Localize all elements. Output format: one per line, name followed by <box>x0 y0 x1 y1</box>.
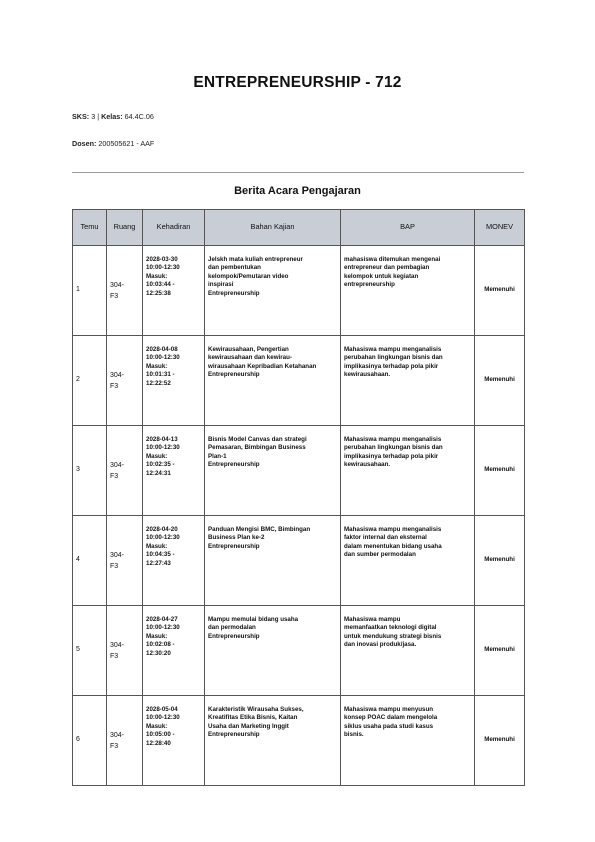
sks-label: SKS: <box>72 112 90 121</box>
cell-kehadiran <box>143 516 205 606</box>
cell-ruang-line: 304- <box>110 641 125 649</box>
header-ruang: Ruang <box>107 210 143 246</box>
cell-bahan-kajian-line: Entrepreneurship <box>208 289 260 297</box>
cell-kehadiran-line: 12:27:43 <box>146 559 171 567</box>
cell-kehadiran-line: 10:00-12:30 <box>146 534 180 542</box>
sks-value: 3 <box>91 112 96 121</box>
cell-monev: Memenuhi <box>475 246 525 336</box>
cell-bap <box>341 246 475 336</box>
cell-ruang-line: F3 <box>110 562 119 570</box>
cell-kehadiran <box>143 696 205 786</box>
cell-bahan-kajian-line: Karakteristik Wirausaha Sukses, <box>208 706 304 713</box>
header-bap: BAP <box>341 210 475 246</box>
cell-bap-line: bisnis. <box>344 731 364 739</box>
cell-ruang-line: F3 <box>110 472 119 480</box>
cell-kehadiran-line: Masuk: <box>146 542 168 550</box>
course-meta-line <box>72 112 154 121</box>
dosen-label: Dosen: <box>72 139 97 148</box>
cell-bap-line: kewirausahaan. <box>344 371 391 379</box>
table-row <box>73 696 525 786</box>
cell-kehadiran-line: 10:00-12:30 <box>146 714 180 722</box>
cell-kehadiran-line: 10:01:31 - <box>146 371 175 379</box>
teaching-record-table <box>72 209 525 786</box>
cell-ruang-line: 304- <box>110 281 125 289</box>
cell-bahan-kajian <box>205 246 341 336</box>
cell-bap-line: implikasinya terhadap pola pikir <box>344 452 439 460</box>
cell-bap-line: Mahasiswa mampu menganalisis <box>344 436 442 443</box>
cell-bap-line: kewirausahaan. <box>344 461 391 469</box>
cell-kehadiran <box>143 336 205 426</box>
cell-kehadiran-line: 12:28:40 <box>146 739 171 747</box>
cell-monev: Memenuhi <box>475 426 525 516</box>
cell-kehadiran <box>143 606 205 696</box>
cell-kehadiran-line: 10:02:08 - <box>146 641 175 649</box>
cell-kehadiran <box>143 426 205 516</box>
cell-bahan-kajian-line: Pemasaran, Bimbingan Business <box>208 444 306 452</box>
cell-kehadiran-line: 10:03:44 - <box>146 281 175 289</box>
cell-bahan-kajian-line: dan pembentukan <box>208 264 261 272</box>
cell-bahan-kajian-line: Bisnis Model Canvas dan strategi <box>208 436 307 443</box>
table-row <box>73 336 525 426</box>
cell-ruang <box>107 696 143 786</box>
cell-kehadiran-line: 2028-04-20 <box>146 526 178 533</box>
cell-bahan-kajian-line: Entrepreneurship <box>208 542 260 550</box>
cell-bap-line: siklus usaha pada studi kasus <box>344 722 434 730</box>
cell-bap-line: dan sumber permodalan <box>344 551 416 559</box>
cell-monev: Memenuhi <box>475 606 525 696</box>
cell-bahan-kajian-line: wirausahaan Kepribadian Ketahanan <box>208 362 317 370</box>
cell-bap <box>341 696 475 786</box>
cell-bap-line: dalam menentukan bidang usaha <box>344 542 442 550</box>
cell-ruang-line: 304- <box>110 461 125 469</box>
header-kehadiran: Kehadiran <box>143 210 205 246</box>
cell-bap-line: faktor internal dan eksternal <box>344 534 427 542</box>
table-row <box>73 426 525 516</box>
cell-ruang-line: 304- <box>110 731 125 739</box>
cell-bap-line: kelompok untuk kegiatan <box>344 272 419 280</box>
cell-bahan-kajian-line: kelompok/Pemutaran video <box>208 272 289 280</box>
cell-bap-line: konsep POAC dalam mengelola <box>344 714 438 722</box>
cell-kehadiran-line: 2028-05-04 <box>146 706 178 713</box>
cell-ruang-line: F3 <box>110 382 119 390</box>
cell-bahan-kajian-line: Entrepreneurship <box>208 632 260 640</box>
cell-temu: 5 <box>73 606 107 696</box>
cell-kehadiran-line: 10:00-12:30 <box>146 264 180 272</box>
kelas-label: Kelas: <box>101 112 123 121</box>
cell-kehadiran-line: 10:00-12:30 <box>146 444 180 452</box>
cell-bahan-kajian <box>205 426 341 516</box>
cell-bahan-kajian-line: Kewirausahaan, Pengertian <box>208 346 289 353</box>
cell-ruang <box>107 246 143 336</box>
cell-bap-line: entrepreneurship <box>344 281 395 289</box>
kelas-value: 64.4C.06 <box>124 112 154 121</box>
cell-ruang-line: F3 <box>110 742 119 750</box>
cell-kehadiran-line: 2028-03-30 <box>146 256 178 263</box>
cell-kehadiran-line: 2028-04-08 <box>146 346 178 353</box>
cell-temu: 2 <box>73 336 107 426</box>
cell-bahan-kajian-line: Panduan Mengisi BMC, Bimbingan <box>208 526 311 533</box>
cell-bap-line: Mahasiswa mampu menganalisis <box>344 526 442 533</box>
cell-kehadiran-line: 2028-04-13 <box>146 436 178 443</box>
cell-bahan-kajian-line: Mampu memulai bidang usaha <box>208 616 299 623</box>
cell-bahan-kajian-line: inspirasi <box>208 281 234 289</box>
cell-kehadiran-line: 12:25:38 <box>146 289 171 297</box>
cell-bahan-kajian-line: Entrepreneurship <box>208 461 260 469</box>
cell-bahan-kajian-line: Plan-1 <box>208 452 227 460</box>
cell-bahan-kajian-line: Entrepreneurship <box>208 731 260 739</box>
cell-bahan-kajian-line: Jelskh mata kuliah entrepreneur <box>208 256 303 263</box>
table-header-row <box>73 210 525 246</box>
table-row <box>73 246 525 336</box>
cell-bap-line: perubahan lingkungan bisnis dan <box>344 444 443 452</box>
lecturer-line <box>72 139 154 148</box>
cell-bap-line: Mahasiswa mampu <box>344 616 401 623</box>
table-body <box>73 246 525 786</box>
cell-ruang <box>107 516 143 606</box>
cell-bahan-kajian <box>205 336 341 426</box>
cell-monev: Memenuhi <box>475 516 525 606</box>
cell-temu: 1 <box>73 246 107 336</box>
cell-kehadiran-line: 12:30:20 <box>146 649 171 657</box>
cell-kehadiran-line: 12:24:31 <box>146 469 171 477</box>
cell-bap <box>341 606 475 696</box>
cell-ruang-line: 304- <box>110 551 125 559</box>
divider <box>72 172 524 173</box>
cell-temu: 4 <box>73 516 107 606</box>
meta-separator: | <box>97 112 100 121</box>
cell-kehadiran-line: Masuk: <box>146 722 168 730</box>
cell-bahan-kajian-line: Usaha dan Marketing Inggit <box>208 722 289 730</box>
cell-ruang-line: F3 <box>110 292 119 300</box>
cell-kehadiran-line: 10:05:00 - <box>146 731 175 739</box>
cell-kehadiran-line: 2028-04-27 <box>146 616 178 623</box>
dosen-value: 200505621 - AAF <box>98 139 155 148</box>
cell-monev: Memenuhi <box>475 336 525 426</box>
cell-kehadiran-line: 10:00-12:30 <box>146 354 180 362</box>
cell-kehadiran-line: Masuk: <box>146 452 168 460</box>
cell-kehadiran-line: Masuk: <box>146 362 168 370</box>
cell-bap-line: entrepreneur dan pembagian <box>344 264 430 272</box>
cell-bap-line: implikasinya terhadap pola pikir <box>344 362 439 370</box>
cell-bahan-kajian <box>205 696 341 786</box>
cell-kehadiran-line: Masuk: <box>146 632 168 640</box>
header-bahan-kajian: Bahan Kajian <box>205 210 341 246</box>
cell-temu: 6 <box>73 696 107 786</box>
cell-bahan-kajian <box>205 606 341 696</box>
cell-bap-line: perubahan lingkungan bisnis dan <box>344 354 443 362</box>
cell-temu: 3 <box>73 426 107 516</box>
cell-monev: Memenuhi <box>475 696 525 786</box>
cell-bap-line: mahasiswa ditemukan mengenai <box>344 256 441 263</box>
cell-bap <box>341 426 475 516</box>
cell-kehadiran <box>143 246 205 336</box>
cell-bap <box>341 516 475 606</box>
cell-ruang-line: 304- <box>110 371 125 379</box>
cell-ruang <box>107 426 143 516</box>
cell-ruang <box>107 336 143 426</box>
cell-bahan-kajian-line: Business Plan ke-2 <box>208 534 265 542</box>
cell-bap-line: Mahasiswa mampu menyusun <box>344 706 434 713</box>
cell-bahan-kajian-line: dan permodalan <box>208 624 256 632</box>
cell-bahan-kajian <box>205 516 341 606</box>
cell-ruang-line: F3 <box>110 652 119 660</box>
header-monev: MONEV <box>475 210 525 246</box>
cell-bap-line: untuk mendukung strategi bisnis <box>344 632 442 640</box>
cell-bap <box>341 336 475 426</box>
cell-kehadiran-line: 10:04:35 - <box>146 551 175 559</box>
cell-bahan-kajian-line: Kreatifitas Etika Bisnis, Kaitan <box>208 714 298 722</box>
cell-bap-line: Mahasiswa mampu menganalisis <box>344 346 442 353</box>
cell-bap-line: memanfaatkan teknologi digital <box>344 624 437 632</box>
cell-ruang <box>107 606 143 696</box>
table-row <box>73 516 525 606</box>
cell-bahan-kajian-line: kewirausahaan dan kewirau- <box>208 354 292 362</box>
cell-kehadiran-line: Masuk: <box>146 272 168 280</box>
cell-kehadiran-line: 12:22:52 <box>146 379 171 387</box>
cell-kehadiran-line: 10:00-12:30 <box>146 624 180 632</box>
course-title: ENTREPRENEURSHIP - 712 <box>193 74 402 91</box>
header-temu: Temu <box>73 210 107 246</box>
cell-kehadiran-line: 10:02:35 - <box>146 461 175 469</box>
section-title: Berita Acara Pengajaran <box>234 185 361 197</box>
cell-bap-line: dan inovasi produk/jasa. <box>344 641 417 649</box>
cell-bahan-kajian-line: Entrepreneurship <box>208 371 260 379</box>
table-row <box>73 606 525 696</box>
